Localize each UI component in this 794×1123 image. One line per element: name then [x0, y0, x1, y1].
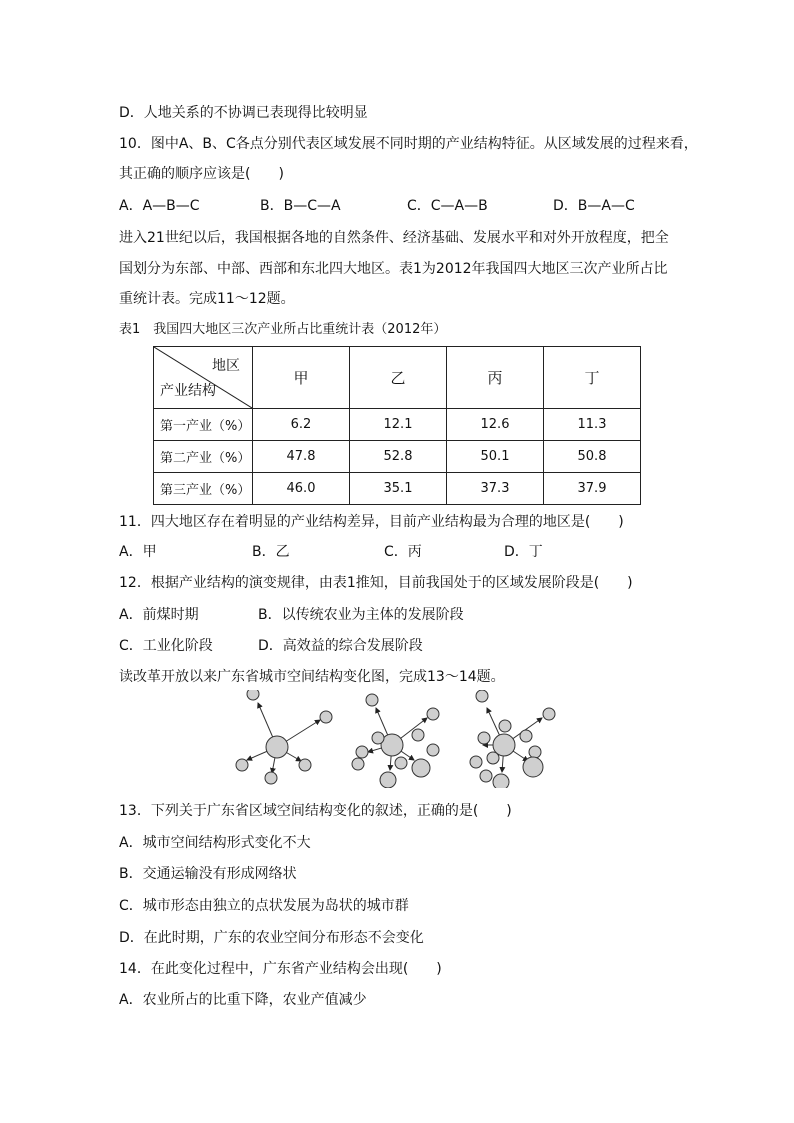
corner-label-region: 地区: [212, 358, 240, 374]
stage-2-diagram: [352, 694, 439, 788]
q12-option-d[interactable]: D．高效益的综合发展阶段: [258, 638, 423, 654]
q10-option-d[interactable]: D．B—A—C: [553, 198, 635, 214]
q13-option-d[interactable]: D．在此时期，广东的农业空间分布形态不会变化: [119, 930, 424, 946]
cell: 12.6: [447, 409, 544, 441]
region-header-jia: 甲: [253, 347, 350, 409]
row-label: 第二产业（%）: [154, 441, 253, 473]
question-10-text-cont: 其正确的顺序应该是( ): [119, 166, 284, 182]
cell: 11.3: [544, 409, 641, 441]
q14-option-a[interactable]: A．农业所占的比重下降，农业产值减少: [119, 992, 367, 1008]
question-10-text: 10．图中A、B、C各点分别代表区域发展不同时期的产业结构特征。从区域发展的过程来看，: [119, 136, 698, 152]
q12-option-c[interactable]: C．工业化阶段: [119, 638, 213, 654]
industry-share-table: [153, 346, 641, 505]
q11-option-d[interactable]: D．丁: [504, 544, 543, 560]
q13-option-b[interactable]: B．交通运输没有形成网络状: [119, 866, 297, 882]
cell: 37.9: [544, 473, 641, 505]
q11-option-a[interactable]: A．甲: [119, 544, 157, 560]
q13-option-a[interactable]: A．城市空间结构形式变化不大: [119, 835, 311, 851]
row-label: 第三产业（%）: [154, 473, 253, 505]
cell: 6.2: [253, 409, 350, 441]
intro-paragraph-line2: 国划分为东部、中部、西部和东北四大地区。表1为2012年我国四大地区三次产业所占比: [119, 261, 668, 277]
prev-option-d: D．人地关系的不协调已表现得比较明显: [119, 105, 368, 121]
q10-option-c[interactable]: C．C—A—B: [407, 198, 488, 214]
stage-1-diagram: [236, 690, 332, 784]
q13-option-c[interactable]: C．城市形态由独立的点状发展为岛状的城市群: [119, 898, 409, 914]
question-13-text: 13．下列关于广东省区域空间结构变化的叙述，正确的是( ): [119, 803, 512, 819]
q12-option-b[interactable]: B．以传统农业为主体的发展阶段: [258, 607, 464, 623]
q10-option-a[interactable]: A．A—B—C: [119, 198, 200, 214]
diagram-intro: 读改革开放以来广东省城市空间结构变化图，完成13～14题。: [119, 669, 505, 685]
q11-option-b[interactable]: B．乙: [252, 544, 290, 560]
table-caption: 表1 我国四大地区三次产业所占比重统计表（2012年）: [119, 322, 447, 337]
table-row: [154, 441, 641, 473]
cell: 37.3: [447, 473, 544, 505]
question-14-text: 14．在此变化过程中，广东省产业结构会出现( ): [119, 961, 442, 977]
intro-paragraph-line1: 进入21世纪以后，我国根据各地的自然条件、经济基础、发展水平和对外开放程度，把全: [119, 230, 669, 246]
corner-label-structure: 产业结构: [160, 383, 216, 399]
q11-option-c[interactable]: C．丙: [384, 544, 422, 560]
table-row: [154, 473, 641, 505]
cell: 35.1: [350, 473, 447, 505]
region-header-bing: 丙: [447, 347, 544, 409]
cell: 50.1: [447, 441, 544, 473]
table-row: [154, 409, 641, 441]
region-header-ding: 丁: [544, 347, 641, 409]
question-11-text: 11．四大地区存在着明显的产业结构差异，目前产业结构最为合理的地区是( ): [119, 514, 624, 530]
intro-paragraph-line3: 重统计表。完成11～12题。: [119, 291, 295, 307]
row-label: 第一产业（%）: [154, 409, 253, 441]
cell: 47.8: [253, 441, 350, 473]
stage-3-diagram: [470, 690, 555, 788]
cell: 12.1: [350, 409, 447, 441]
q10-option-b[interactable]: B．B—C—A: [260, 198, 341, 214]
question-12-text: 12．根据产业结构的演变规律，由表1推知，目前我国处于的区域发展阶段是( ): [119, 575, 633, 591]
table-corner-header: [154, 347, 253, 409]
region-header-yi: 乙: [350, 347, 447, 409]
cell: 52.8: [350, 441, 447, 473]
cell: 50.8: [544, 441, 641, 473]
cell: 46.0: [253, 473, 350, 505]
q12-option-a[interactable]: A．前煤时期: [119, 607, 199, 623]
city-structure-diagram: [228, 690, 568, 788]
